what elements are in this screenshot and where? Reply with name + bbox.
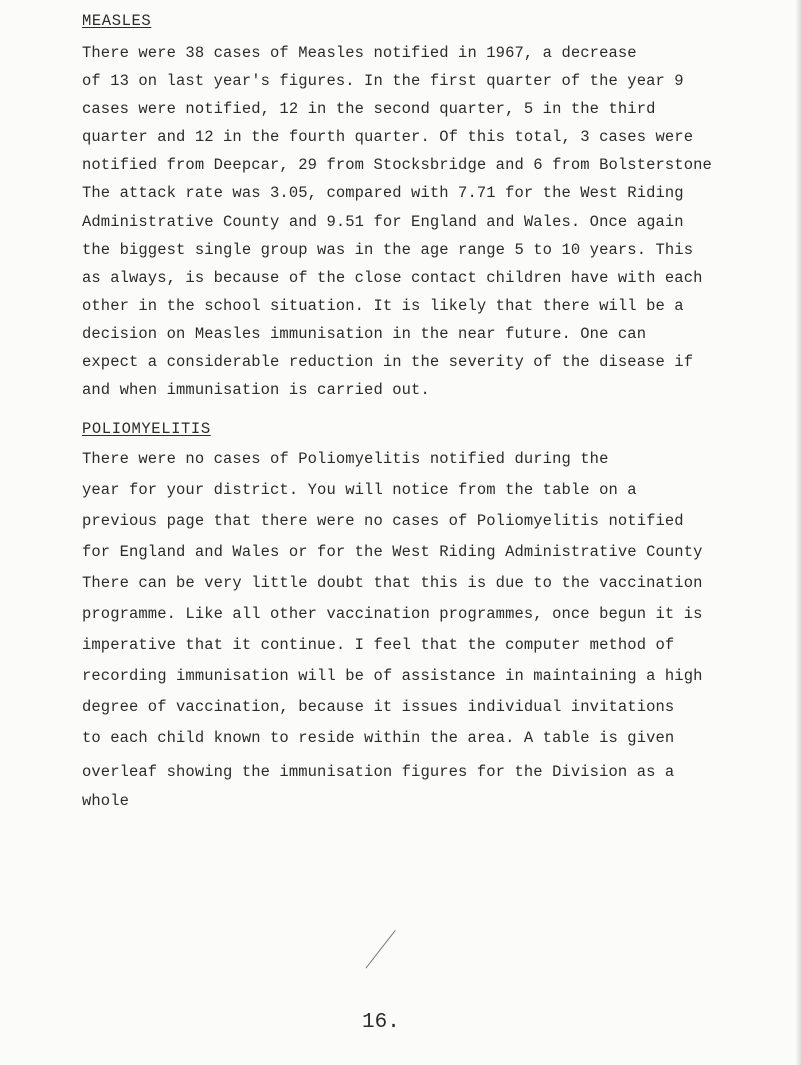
paragraph-line: cases were notified, 12 in the second quarter, 5 in the third	[82, 100, 656, 118]
poliomyelitis-heading: POLIOMYELITIS	[82, 420, 211, 438]
paragraph-line: Administrative County and 9.51 for England and Wales. Once again	[82, 213, 684, 231]
paragraph-line: previous page that there were no cases of Poliomyelitis notified	[82, 512, 684, 530]
paragraph-line: recording immunisation will be of assistance in maintaining a high	[82, 667, 703, 685]
paragraph-line: overleaf showing the immunisation figures for the Division as a	[82, 763, 675, 781]
paragraph-line: decision on Measles immunisation in the near future. One can	[82, 325, 647, 343]
paragraph-line: the biggest single group was in the age range 5 to 10 years. This	[82, 241, 694, 259]
paragraph-line: There can be very little doubt that this is due to the vaccination	[82, 574, 703, 592]
paragraph-line: as always, is because of the close contact children have with each	[82, 269, 703, 287]
paragraph-line: programme. Like all other vaccination programmes, once begun it is	[82, 605, 703, 623]
stray-pen-mark	[365, 930, 395, 968]
paragraph-line: imperative that it continue. I feel that the computer method of	[82, 636, 675, 654]
paragraph-line: There were 38 cases of Measles notified in 1967, a decrease	[82, 44, 637, 62]
measles-heading: MEASLES	[82, 12, 152, 30]
page-edge-shadow	[795, 0, 801, 1065]
paragraph-line: year for your district. You will notice from the table on a	[82, 481, 637, 499]
paragraph-line: other in the school situation. It is likely that there will be a	[82, 297, 684, 315]
paragraph-line: notified from Deepcar, 29 from Stocksbridge and 6 from Bolsterstone	[82, 156, 712, 174]
paragraph-line: to each child known to reside within the area. A table is given	[82, 729, 675, 747]
paragraph-line: for England and Wales or for the West Riding Administrative County	[82, 543, 703, 561]
paragraph-line: quarter and 12 in the fourth quarter. Of this total, 3 cases were	[82, 128, 694, 146]
paragraph-line: degree of vaccination, because it issues individual invitations	[82, 698, 675, 716]
paragraph-line: and when immunisation is carried out.	[82, 381, 430, 399]
paragraph-line: whole	[82, 792, 130, 810]
paragraph-line: The attack rate was 3.05, compared with 7.71 for the West Riding	[82, 184, 684, 202]
paragraph-line: There were no cases of Poliomyelitis notified during the	[82, 450, 609, 468]
page-number: 16.	[362, 1011, 400, 1034]
paragraph-line: expect a considerable reduction in the severity of the disease if	[82, 353, 694, 371]
paragraph-line: of 13 on last year's figures. In the first quarter of the year 9	[82, 72, 684, 90]
